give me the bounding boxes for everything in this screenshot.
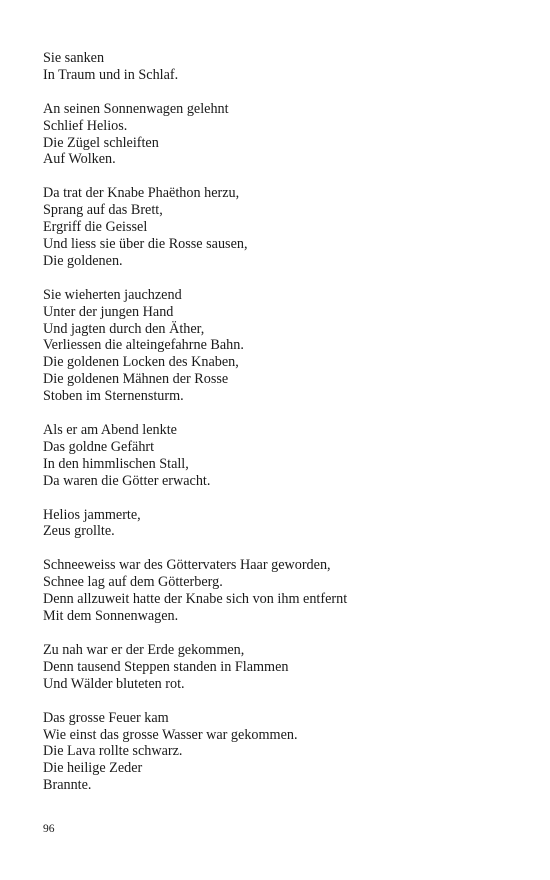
stanza [43,642,523,693]
poem-line: Mit dem Sonnenwagen. [43,608,179,625]
poem-line: In den himmlischen Stall, [43,455,189,472]
poem-line: Stoben im Sternensturm. [43,388,184,405]
poem-line: Verliessen die alteingefahrne Bahn. [43,337,244,354]
poem-line: Brannte. [43,777,92,794]
poem-line: Schnee lag auf dem Götterberg. [43,574,223,591]
poem-line: Die goldenen. [43,252,123,269]
stanza [43,710,523,794]
poem-line: Die Lava rollte schwarz. [43,743,183,760]
poem-line: Die goldenen Locken des Knaben, [43,354,239,371]
stanza [43,101,523,169]
poem-text [43,50,523,811]
poem-line: Sprang auf das Brett, [43,202,163,219]
poem-line: Schneeweiss war des Göttervaters Haar geworden, [43,557,331,574]
poem-line: Und jagten durch den Äther, [43,320,205,337]
poem-line: Die Zügel schleiften [43,134,159,151]
poem-line: Auf Wolken. [43,151,116,168]
poem-line: Sie wieherten jauchzend [43,286,182,303]
poem-line: Denn tausend Steppen standen in Flammen [43,658,289,675]
poem-line: Helios jammerte, [43,506,141,523]
stanza [43,185,523,269]
poem-line: Zu nah war er der Erde gekommen, [43,641,245,658]
stanza [43,50,523,84]
poem-line: Denn allzuweit hatte der Knabe sich von ihm entfernt [43,591,348,608]
poem-line: An seinen Sonnenwagen gelehnt [43,100,229,117]
poem-line: Da trat der Knabe Phaëthon herzu, [43,185,240,202]
poem-line: Ergriff die Geissel [43,219,148,236]
page-number: 96 [43,823,55,835]
poem-line: Die heilige Zeder [43,760,143,777]
poem-line: Wie einst das grosse Wasser war gekommen. [43,726,298,743]
poem-line: Das goldne Gefährt [43,438,155,455]
poem-line: Und Wälder bluteten rot. [43,675,185,692]
poem-line: Als er am Abend lenkte [43,422,177,439]
poem-line: Schlief Helios. [43,117,128,134]
stanza [43,422,523,490]
poem-line: Das grosse Feuer kam [43,709,169,726]
poem-line: Und liess sie über die Rosse sausen, [43,236,248,253]
stanza [43,287,523,405]
stanza [43,507,523,541]
poem-line: Sie sanken [43,50,105,66]
poem-line: Die goldenen Mähnen der Rosse [43,371,229,388]
poem-line: In Traum und in Schlaf. [43,66,179,83]
poem-line: Unter der jungen Hand [43,303,174,320]
poem-line: Da waren die Götter erwacht. [43,472,211,489]
stanza [43,557,523,625]
poem-line: Zeus grollte. [43,523,115,540]
